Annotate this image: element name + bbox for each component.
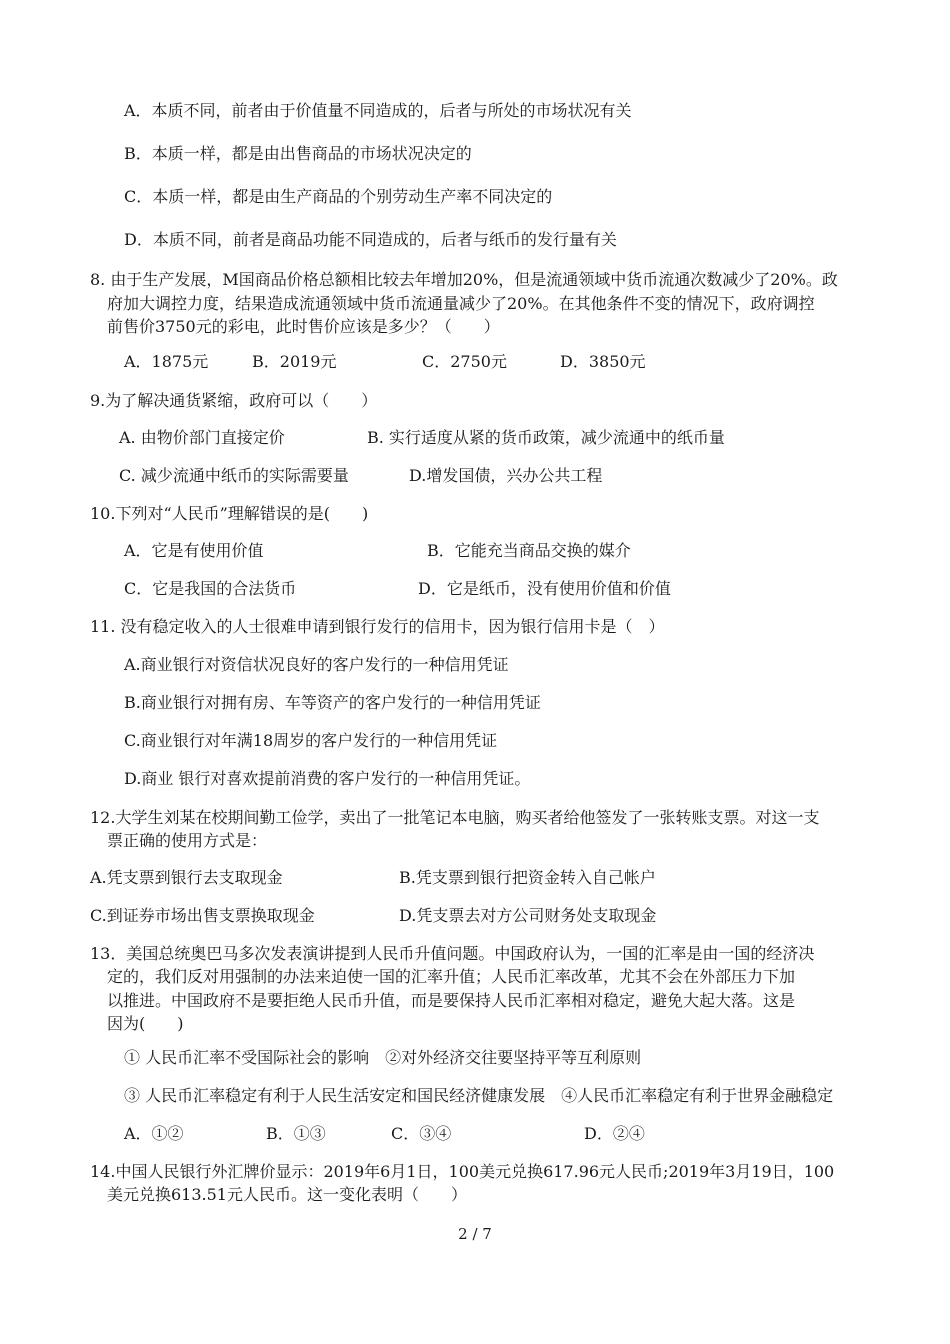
q10-option-c: C．它是我国的合法货币 <box>124 579 297 598</box>
q14-stem-line-2: 美元兑换613.51元人民币。这一变化表明（ ） <box>107 1185 467 1204</box>
q7-option-c: C．本质一样，都是由生产商品的个别劳动生产率不同决定的 <box>124 187 553 206</box>
q11-option-b: B.商业银行对拥有房、车等资产的客户发行的一种信用凭证 <box>124 693 541 712</box>
q8-stem-line-3: 前售价3750元的彩电，此时售价应该是多少？（ ） <box>107 317 500 336</box>
q10-option-b: B．它能充当商品交换的媒介 <box>427 541 631 560</box>
q9-option-a: A. 由物价部门直接定价 <box>119 428 285 447</box>
q8-option-d: D．3850元 <box>560 352 646 371</box>
q10-stem: 10.下列对“人民币”理解错误的是( ) <box>90 504 369 523</box>
q13-statements-2: ③ 人民币汇率稳定有利于人民生活安定和国民经济健康发展 ④人民币汇率稳定有利于世界金融稳定 <box>124 1086 834 1105</box>
q11-stem: 11. 没有稳定收入的人士很难申请到银行发行的信用卡，因为银行信用卡是（ ） <box>90 617 665 636</box>
q8-stem-line-1: 8. 由于生产发展，M国商品价格总额相比较去年增加20%，但是流通领域中货币流通次数减少了20%。政 <box>90 270 838 289</box>
q12-option-d: D.凭支票去对方公司财务处支取现金 <box>399 906 657 925</box>
q11-option-d: D.商业 银行对喜欢提前消费的客户发行的一种信用凭证。 <box>124 769 531 788</box>
q13-stem-line-1: 13．美国总统奥巴马多次发表演讲提到人民币升值问题。中国政府认为，一国的汇率是由一国的经济决 <box>90 944 815 963</box>
q12-option-b: B.凭支票到银行把资金转入自己帐户 <box>399 868 656 887</box>
q14-stem-line-1: 14.中国人民银行外汇牌价显示：2019年6月1日，100美元兑换617.96元人民币;2019年3月19日，100 <box>90 1162 835 1181</box>
q9-option-c: C. 减少流通中纸币的实际需要量 <box>119 466 349 485</box>
q9-option-d: D.增发国债，兴办公共工程 <box>409 466 603 485</box>
q12-stem-line-2: 票正确的使用方式是： <box>107 831 268 850</box>
q9-stem: 9.为了解决通货紧缩，政府可以（ ） <box>90 391 378 410</box>
q13-stem-line-2: 定的，我们反对用强制的办法来迫使一国的汇率升值；人民币汇率改革，尤其不会在外部压力下加 <box>107 967 796 986</box>
q13-option-c: C．③④ <box>391 1124 452 1143</box>
q10-option-a: A．它是有使用价值 <box>124 541 264 560</box>
q8-stem-line-2: 府加大调控力度，结果造成流通领域中货币流通量减少了20%。在其他条件不变的情况下，政府调控 <box>107 294 815 313</box>
q13-stem-line-4: 因为( ) <box>107 1014 184 1033</box>
q11-option-a: A.商业银行对资信状况良好的客户发行的一种信用凭证 <box>124 655 509 674</box>
q8-option-c: C．2750元 <box>422 352 507 371</box>
q9-option-b: B. 实行适度从紧的货币政策，减少流通中的纸币量 <box>367 428 725 447</box>
q8-option-a: A．1875元 <box>124 352 209 371</box>
q12-option-c: C.到证券市场出售支票换取现金 <box>90 906 315 925</box>
q8-option-b: B．2019元 <box>252 352 337 371</box>
q7-option-d: D．本质不同，前者是商品功能不同造成的，后者与纸币的发行量有关 <box>124 230 617 249</box>
page-number: 2 / 7 <box>458 1225 492 1243</box>
q13-option-d: D．②④ <box>584 1124 645 1143</box>
q10-option-d: D．它是纸币，没有使用价值和价值 <box>418 579 671 598</box>
q12-stem-line-1: 12.大学生刘某在校期间勤工俭学，卖出了一批笔记本电脑，购买者给他签发了一张转账支票。对这一支 <box>90 808 820 827</box>
q13-option-b: B．①③ <box>266 1124 326 1143</box>
q12-option-a: A.凭支票到银行去支取现金 <box>90 868 283 887</box>
q7-option-a: A．本质不同，前者由于价值量不同造成的，后者与所处的市场状况有关 <box>124 101 632 120</box>
q13-statements-1: ① 人民币汇率不受国际社会的影响 ②对外经济交往要坚持平等互利原则 <box>124 1048 642 1067</box>
q7-option-b: B．本质一样，都是由出售商品的市场状况决定的 <box>124 144 472 163</box>
q13-option-a: A．①② <box>124 1124 184 1143</box>
q13-stem-line-3: 以推进。中国政府不是要拒绝人民币升值，而是要保持人民币汇率相对稳定，避免大起大落。这是 <box>107 991 796 1010</box>
q11-option-c: C.商业银行对年满18周岁的客户发行的一种信用凭证 <box>124 731 498 750</box>
